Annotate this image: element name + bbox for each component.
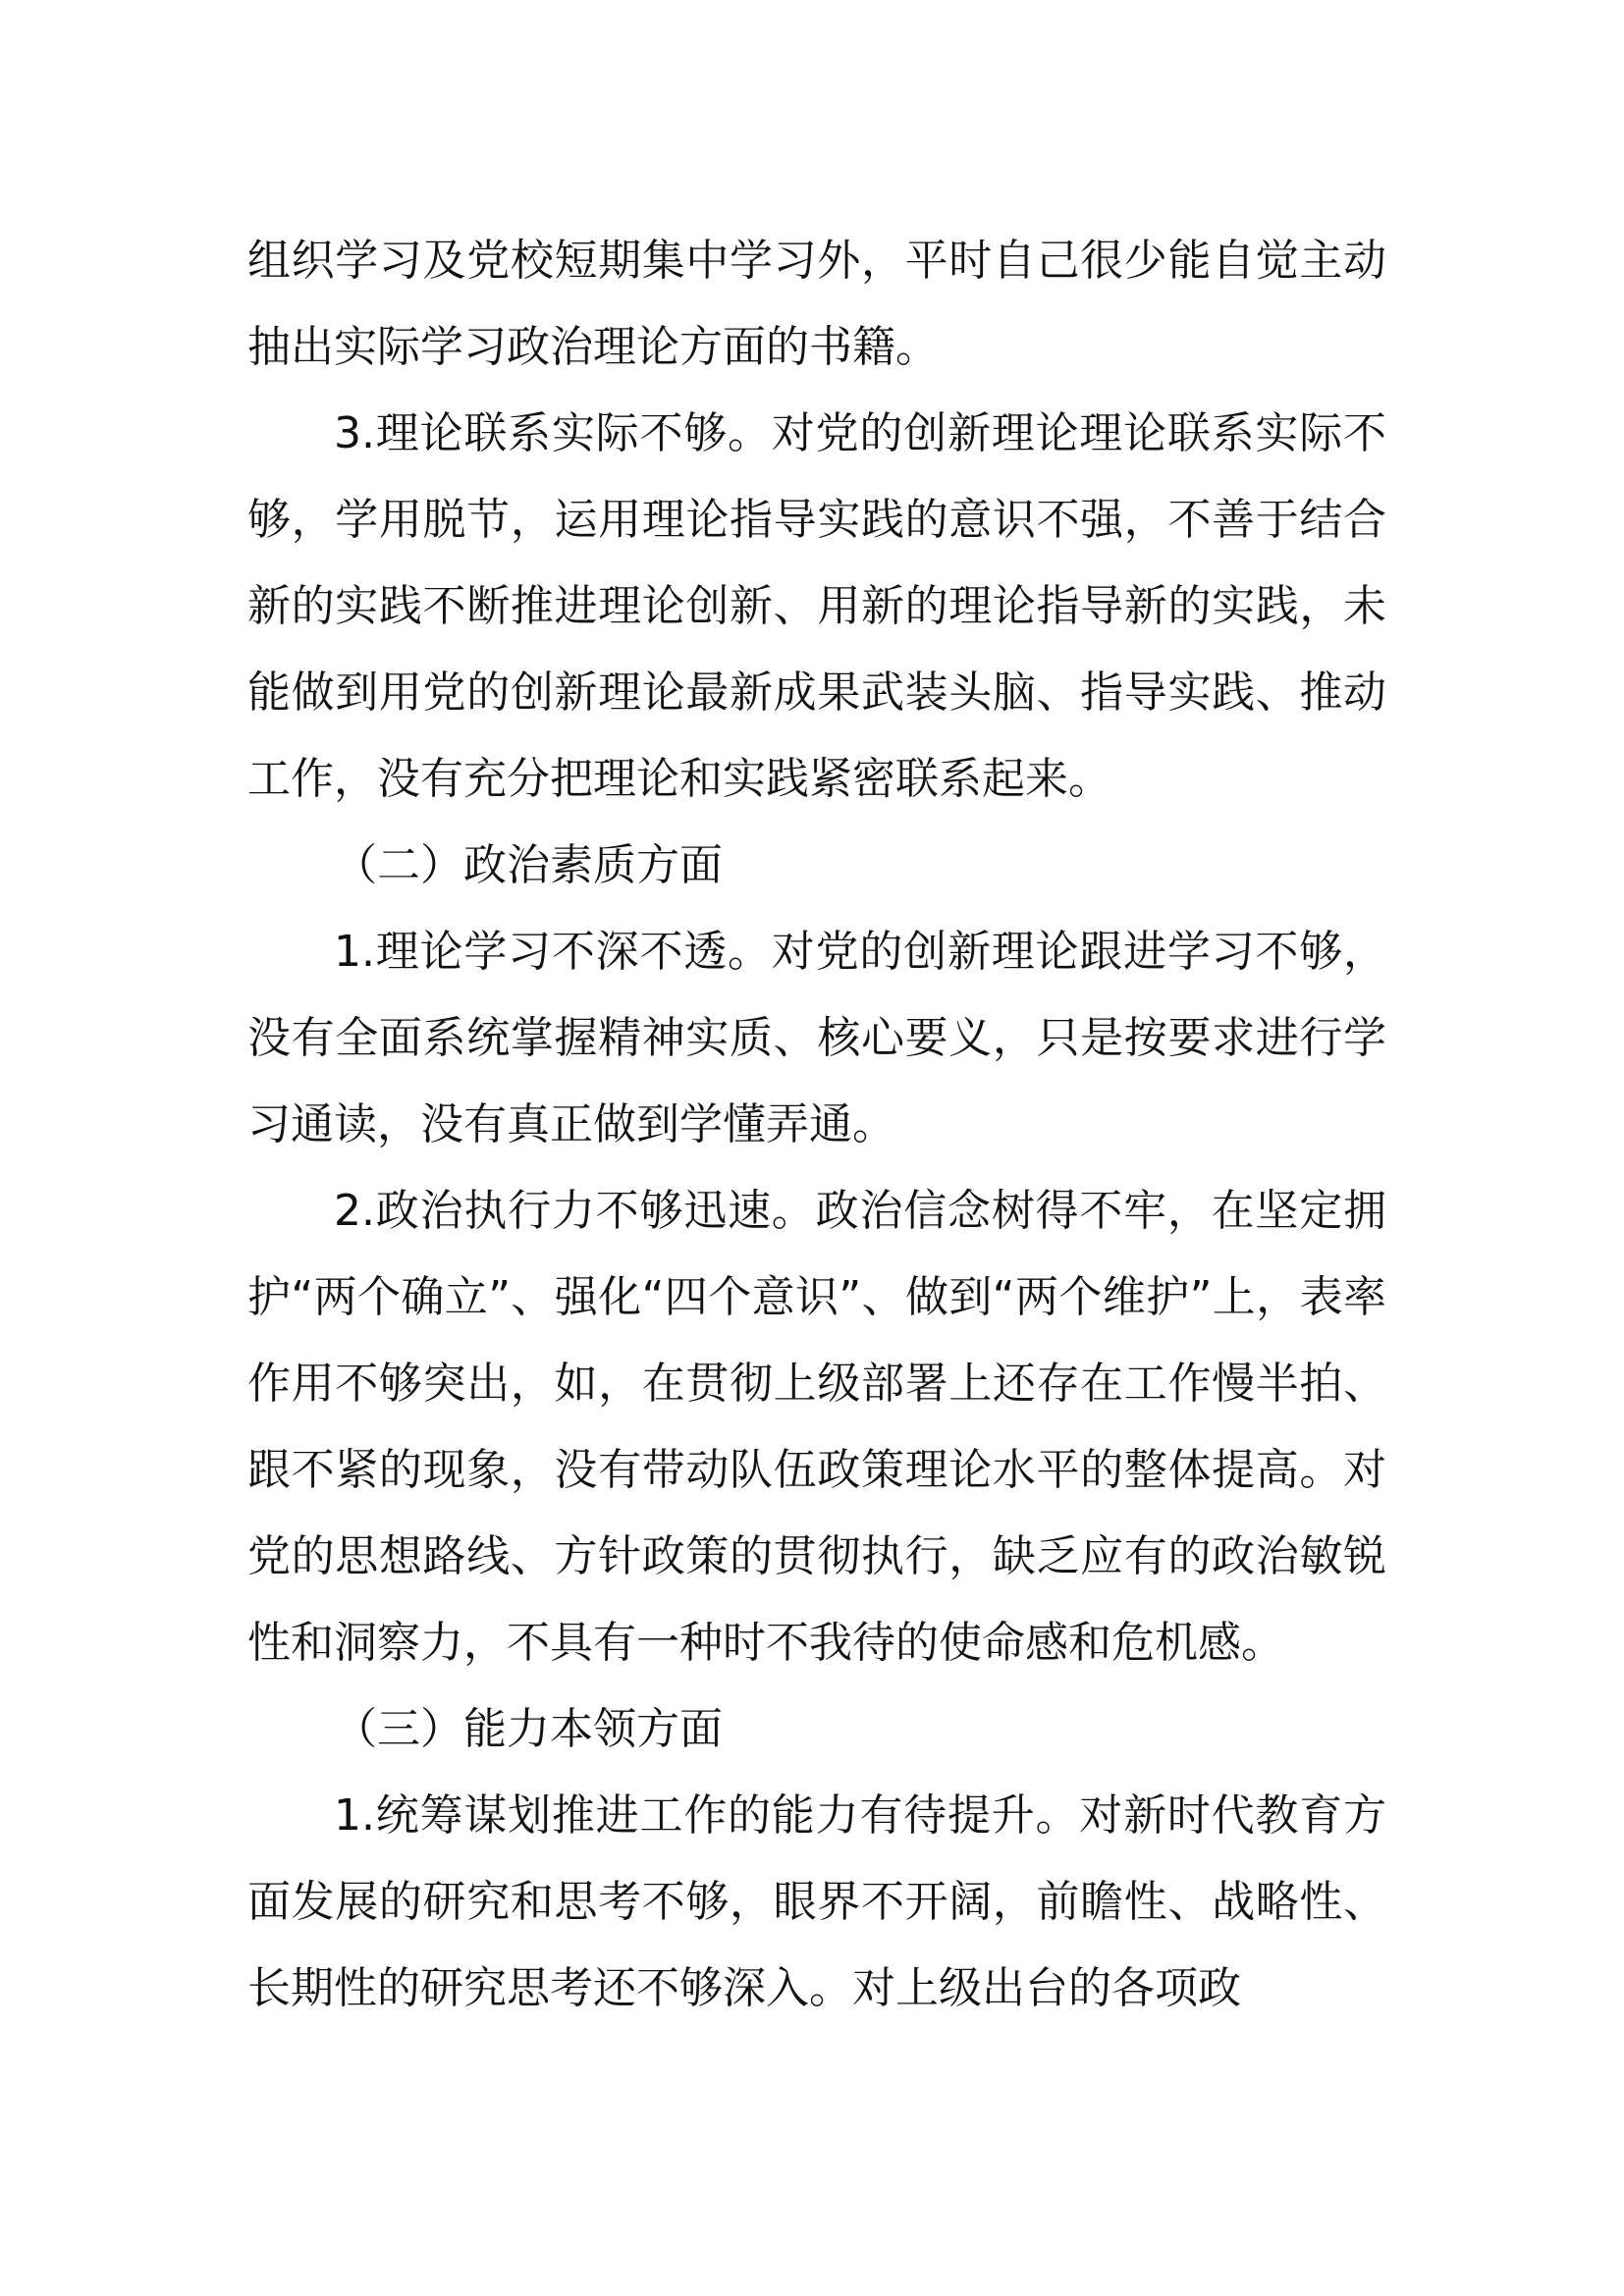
section-heading-ability: （三）能力本领方面 xyxy=(334,1704,723,1754)
paragraph-continuation: 组织学习及党校短期集中学习外，平时自己很少能自觉主动抽出实际学习政治理论方面的书籍。 xyxy=(247,236,1386,372)
section-heading-political-quality: （二）政治素质方面 xyxy=(334,840,723,890)
paragraph-planning-ability: 1.统筹谋划推进工作的能力有待提升。对新时代教育方面发展的研究和思考不够，眼界不开阔，前瞻性、战略性、长期性的研究思考还不够深入。对上级出台的各项政 xyxy=(247,1790,1386,2013)
document-body xyxy=(247,218,1386,2032)
paragraph-theory-study: 1.理论学习不深不透。对党的创新理论跟进学习不够，没有全面系统掌握精神实质、核心要义，只是按要求进行学习通读，没有真正做到学懂弄通。 xyxy=(247,927,1386,1149)
paragraph-political-execution: 2.政治执行力不够迅速。政治信念树得不牢，在坚定拥护“两个确立”、强化“四个意识”、做到“两个维护”上，表率作用不够突出，如，在贯彻上级部署上还存在工作慢半拍、跟不紧的现象，没有带动队伍政策理论水平的整体提高。对党的思想路线、方针政策的贯彻执行，缺乏应有的政治敏锐性和洞察力，不具有一种时不我待的使命感和危机感。 xyxy=(247,1186,1386,1668)
paragraph-theory-practice: 3.理论联系实际不够。对党的创新理论理论联系实际不够，学用脱节，运用理论指导实践的意识不强，不善于结合新的实践不断推进理论创新、用新的理论指导新的实践，未能做到用党的创新理论最新成果武装头脑、指导实践、推动工作，没有充分把理论和实践紧密联系起来。 xyxy=(247,408,1386,804)
